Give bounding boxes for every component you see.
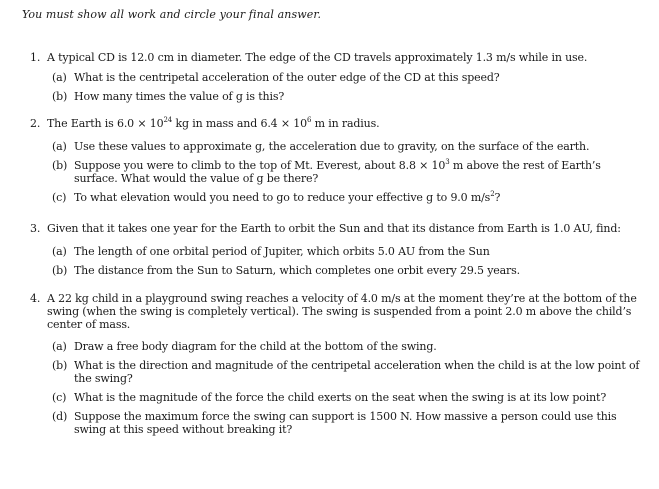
part-text: To what elevation would you need to go to reduce your effective g to 9.0 $m/s^2$?: [74, 190, 501, 204]
problem-part: [52, 159, 642, 185]
part-text: Suppose the maximum force the swing can support is 1500 N. How massive a person could use this swing at this speed without breaking it?: [74, 410, 617, 436]
part-text: What is the magnitude of the force the child exerts on the seat when the swing is at its low point?: [74, 391, 607, 404]
instructions-text: You must show all work and circle your final answer.: [22, 8, 322, 21]
problem-2: [30, 117, 642, 210]
problem-text: A 22 kg child in a playground swing reaches a velocity of 4.0 m/s at the moment they’re at the bottom of the swing (when the swing is completely vertical). The swing is suspended from a point 2.0 m above the child’s center of mass.: [47, 292, 637, 331]
part-text: Suppose you were to climb to the top of Mt. Everest, about $8.8 \times 10^3$ m above the rest of Earth’s surface. What would the value of g be there?: [74, 158, 601, 185]
part-letter: (a): [52, 340, 67, 353]
problem-parts: [30, 71, 642, 103]
problem-part: [52, 264, 642, 277]
part-letter: (a): [52, 140, 67, 153]
problem-part: [52, 340, 642, 353]
part-text: Draw a free body diagram for the child at the bottom of the swing.: [74, 340, 437, 353]
problem-3: [30, 222, 642, 283]
part-text: What is the centripetal acceleration of the outer edge of the CD at this speed?: [74, 71, 500, 84]
part-letter: (c): [52, 391, 67, 404]
problem-text: A typical CD is 12.0 cm in diameter. The edge of the CD travels approximately 1.3 m/s while in use.: [47, 51, 588, 64]
part-letter: (b): [52, 359, 68, 372]
part-letter: (b): [52, 264, 68, 277]
part-text: Use these values to approximate g, the acceleration due to gravity, on the surface of the earth.: [74, 140, 590, 153]
problem-part: [52, 71, 642, 84]
problem-part: [52, 90, 642, 103]
part-letter: (a): [52, 245, 67, 258]
problem-1: [30, 51, 642, 109]
part-text: The length of one orbital period of Jupiter, which orbits 5.0 AU from the Sun: [74, 245, 490, 258]
problem-part: [52, 140, 642, 153]
problem-text: The Earth is $6.0 \times 10^{24}$ kg in mass and $6.4 \times 10^6$ m in radius.: [47, 116, 380, 130]
problem-number: 1.: [30, 51, 41, 64]
part-letter: (b): [52, 90, 68, 103]
problem-number: 3.: [30, 222, 41, 235]
problem-parts: [30, 245, 642, 277]
problem-text: Given that it takes one year for the Earth to orbit the Sun and that its distance from Earth is 1.0 AU, find:: [47, 222, 621, 235]
problem-number: 2.: [30, 117, 41, 130]
part-letter: (d): [52, 410, 68, 423]
problem-part: [52, 410, 642, 436]
part-text: The distance from the Sun to Saturn, which completes one orbit every 29.5 years.: [74, 264, 520, 277]
problem-part: [52, 245, 642, 258]
problem-part: [52, 191, 642, 204]
part-letter: (a): [52, 71, 67, 84]
problem-number: 4.: [30, 292, 41, 305]
problem-parts: [30, 340, 642, 436]
part-letter: (b): [52, 159, 68, 172]
problem-4: [30, 292, 642, 442]
part-text: What is the direction and magnitude of the centripetal acceleration when the child is at the low point of the swing?: [74, 359, 640, 385]
part-text: How many times the value of g is this?: [74, 90, 285, 103]
problem-part: [52, 391, 642, 404]
problem-parts: [30, 140, 642, 204]
problem-part: [52, 359, 642, 385]
part-letter: (c): [52, 191, 67, 204]
